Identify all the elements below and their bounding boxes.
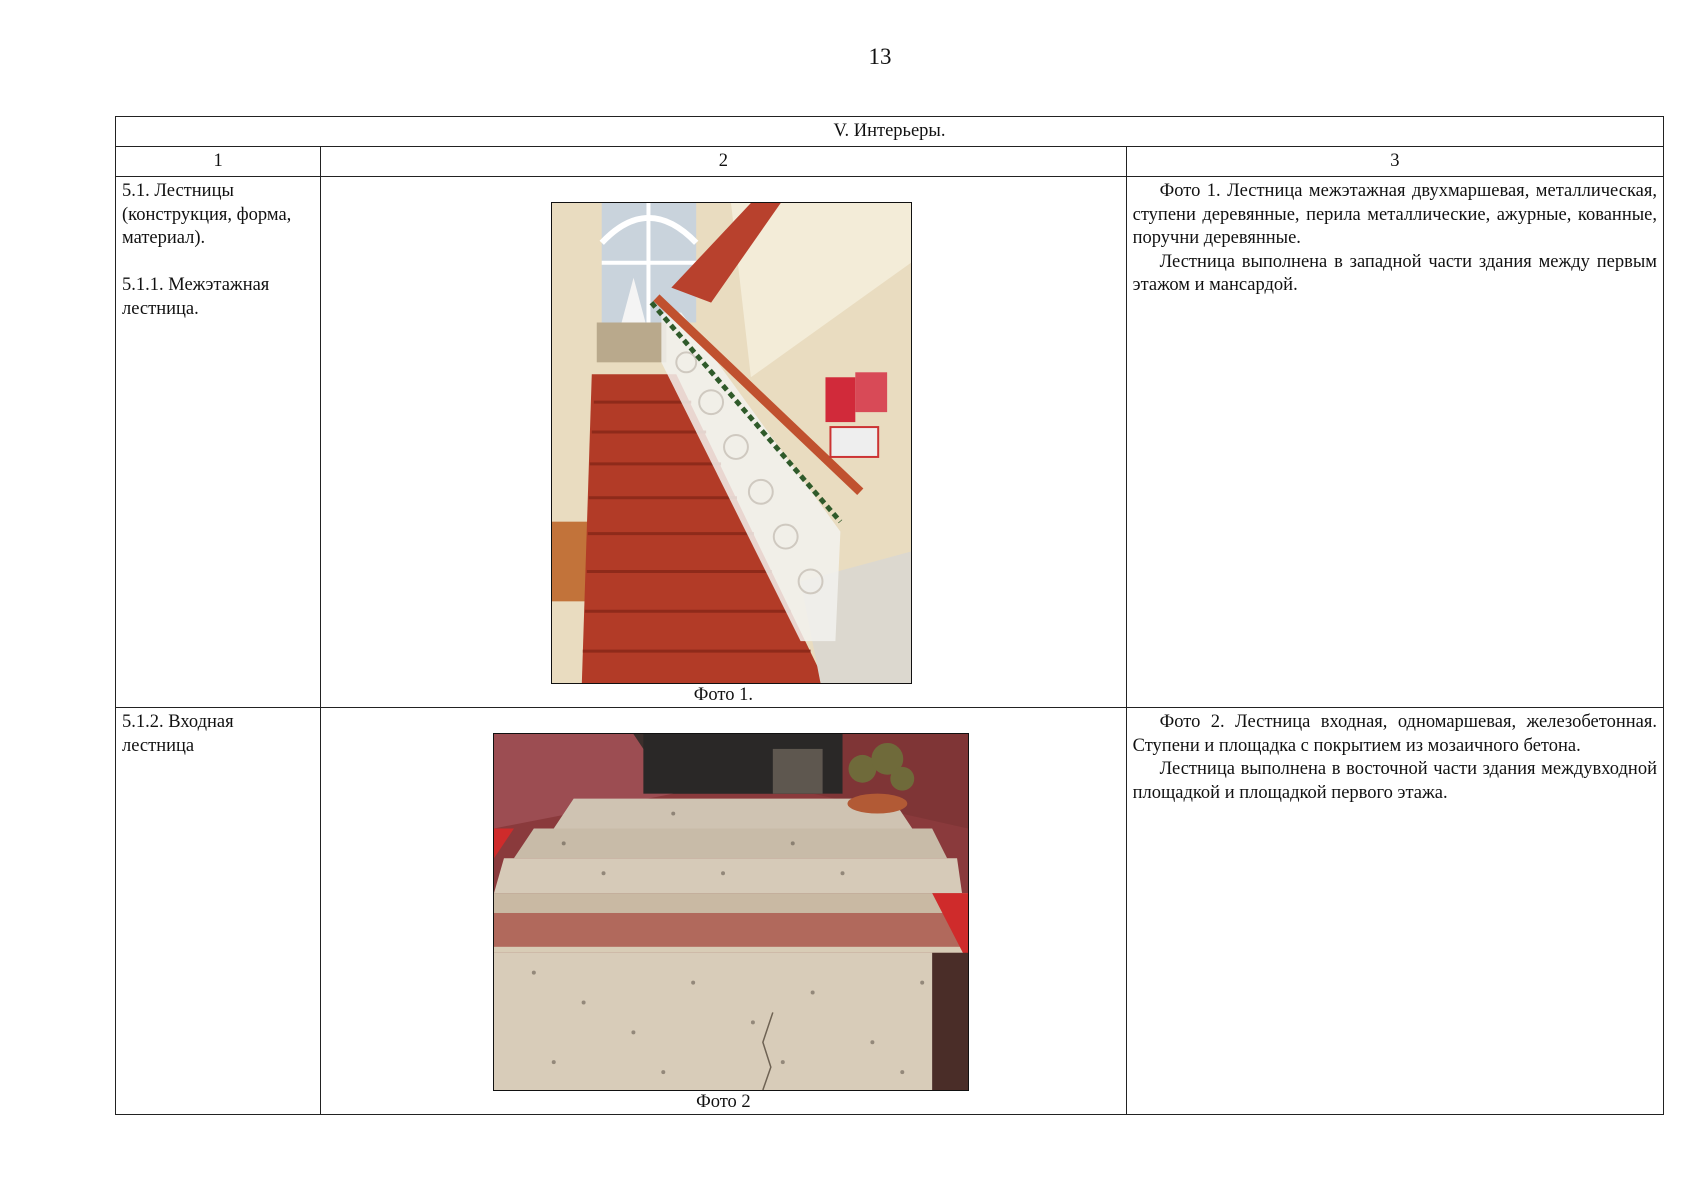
table-title-row <box>116 117 1664 147</box>
section-label-line: материал). <box>122 228 206 248</box>
description-paragraph: Фото 2. Лестница входная, одномаршевая, железобетонная. Ступени и площадка с покрытием из мозаичного бетона. <box>1132 712 1657 756</box>
staircase-photo <box>551 202 912 684</box>
section-label-line: 5.1.1. Межэтажная <box>122 275 270 295</box>
section-label-line: лестница. <box>122 298 199 319</box>
table-row <box>116 708 1664 1115</box>
photo-caption: Фото 2 <box>696 1092 751 1112</box>
section-label-line: (конструкция, форма, <box>122 204 292 225</box>
description-paragraph: Лестница выполнена в восточной части здания междувходной площадкой и площадкой первого этажа. <box>1132 759 1657 803</box>
interiors-table <box>115 116 1664 1115</box>
description-cell <box>1126 177 1663 708</box>
photo-cell <box>321 708 1127 1115</box>
section-label-cell <box>116 708 321 1115</box>
column-number-1: 1 <box>116 147 321 177</box>
column-number-3: 3 <box>1126 147 1663 177</box>
page-number: 13 <box>868 44 892 69</box>
photo-cell <box>321 177 1127 708</box>
column-number-2: 2 <box>321 147 1127 177</box>
section-label-line: 5.1.2. Входная <box>122 712 234 732</box>
photo-caption: Фото 1. <box>693 685 753 705</box>
table-row <box>116 177 1664 708</box>
column-number-row <box>116 147 1664 177</box>
description-paragraph: Фото 1. Лестница межэтажная двухмаршевая, металлическая, ступени деревянные, перила металлические, ажурные, кованные, поручни деревянные. <box>1132 181 1657 248</box>
section-label-line: 5.1. Лестницы <box>122 181 234 201</box>
entrance-stairs-photo <box>493 733 969 1091</box>
description-paragraph: Лестница выполнена в западной части здания между первым этажом и мансардой. <box>1132 251 1657 295</box>
section-label-line: лестница <box>122 735 195 756</box>
description-cell <box>1126 708 1663 1115</box>
section-label-cell <box>116 177 321 708</box>
table-title: V. Интерьеры. <box>116 117 1664 147</box>
